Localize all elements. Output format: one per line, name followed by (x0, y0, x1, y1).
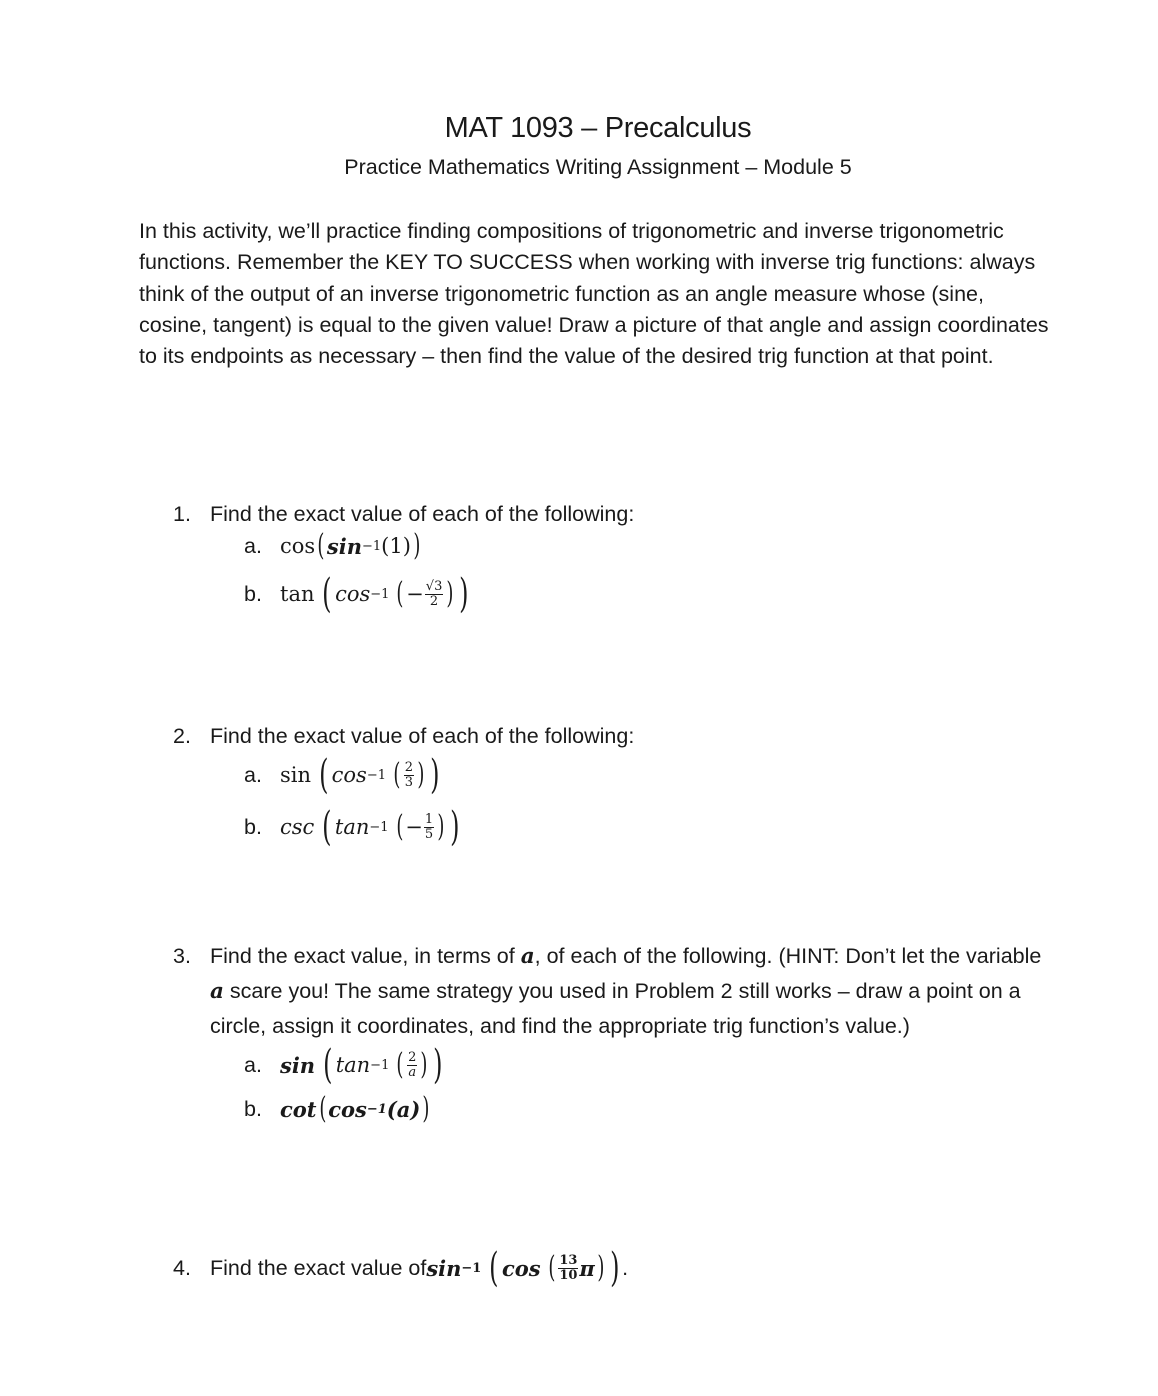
sign: − (405, 815, 423, 839)
intro-paragraph: In this activity, we’ll practice finding compositions of trigonometric and inverse trigonometric functions. Remember the KEY TO SUCCESS when working with inverse trig functions: always think of the output of an inverse trigonometric function as an angle measure whose (sine, cosine, tangent) is equal to the given value! Draw a picture of that angle and assign coordinates to its endpoints as necessary – then find the value of the desired trig function at that point. (139, 219, 1049, 369)
fraction (404, 761, 414, 789)
question-3b (244, 1084, 432, 1134)
numerator: 2 (408, 1049, 417, 1065)
denominator: 10 (559, 1267, 578, 1283)
math-expression: tan ( cos −1 ( − $\frac{√3}{2}$ ) ) (280, 571, 469, 617)
question-text: Find the exact value of (210, 1255, 427, 1280)
denominator: 3 (404, 774, 413, 790)
argument: (1) (381, 534, 411, 558)
question-4 (173, 1243, 628, 1293)
question-number: 1. (173, 502, 191, 526)
question-2a (244, 750, 442, 800)
numerator: 1 (424, 811, 434, 827)
numerator: √3 (425, 578, 443, 594)
inverse-exponent: −1 (366, 767, 386, 783)
math-expression: cot ( cos −1 (a) ) (280, 1091, 430, 1126)
math-expression: sin −1 ( cos ( $\frac{13}{10}$ π ) ) (426, 1245, 619, 1291)
fraction (425, 580, 444, 608)
outer-function: tan (280, 582, 315, 606)
question-text-part: , of each of the following. (HINT: Don’t let the variable (534, 944, 1042, 968)
variable-a: a (520, 944, 535, 969)
question-text: Find the exact value of each of the following: (210, 502, 635, 526)
inner-function: cos (331, 763, 367, 787)
inner-function: tan (334, 815, 370, 839)
outer-function: csc (280, 815, 315, 839)
variable-a: a (210, 979, 224, 1004)
inner-function: sin (326, 533, 362, 559)
numerator: 2 (404, 759, 413, 775)
fraction (407, 1051, 417, 1079)
question-1a (244, 521, 423, 571)
inner-function: cos (335, 582, 371, 606)
question-number: 4. (173, 1255, 191, 1280)
math-expression: cos ( sin −1 (1) ) (280, 528, 421, 563)
outer-function: sin (426, 1255, 462, 1281)
outer-function: cos (280, 534, 316, 558)
inner-function: cos (501, 1255, 541, 1281)
inner-function: tan (335, 1053, 371, 1077)
inverse-exponent: −1 (370, 586, 390, 602)
inverse-exponent: −1 (369, 819, 389, 835)
question-text-part: scare you! The same strategy you used in Problem 2 still works – draw a point on a circle, assign it coordinates, and find the appropriate trig function’s value.) (210, 979, 1021, 1038)
question-text: Find the exact value of each of the following: (210, 724, 635, 748)
inverse-exponent: −1 (461, 1260, 482, 1276)
question-text-part: Find the exact value, in terms of (210, 944, 521, 968)
math-expression: csc ( tan −1 ( − $\frac{1}{5}$ ) ) (280, 804, 460, 850)
period: . (622, 1255, 629, 1280)
math-expression: sin ( cos −1 ( $\frac{2}{3}$ ) ) (280, 752, 440, 798)
part-letter: a. (244, 762, 262, 787)
part-letter: a. (244, 533, 262, 558)
inverse-exponent: −1 (361, 538, 382, 554)
math-expression: sin ( tan −1 ( $\frac{2}{a}$ ) ) (280, 1042, 443, 1088)
question-number: 3. (173, 944, 191, 968)
page-title: MAT 1093 – Precalculus (444, 112, 752, 144)
outer-function: cot (280, 1096, 317, 1122)
denominator: 2 (429, 593, 439, 609)
outer-function: sin (280, 763, 312, 787)
part-letter: b. (244, 1096, 262, 1121)
part-letter: b. (244, 814, 262, 839)
numerator: 13 (559, 1252, 578, 1268)
fraction (558, 1254, 578, 1282)
outer-function: sin (280, 1052, 316, 1078)
question-text (210, 939, 1060, 1043)
part-letter: a. (244, 1052, 262, 1077)
question-3a (244, 1040, 446, 1090)
question-2b (244, 802, 463, 852)
denominator: 5 (424, 826, 434, 842)
question-1b (244, 569, 472, 619)
inner-function: cos (328, 1096, 367, 1122)
page-subtitle: Practice Mathematics Writing Assignment – Module 5 (344, 155, 852, 179)
inverse-exponent: −1 (366, 1101, 387, 1117)
argument: (a) (386, 1096, 421, 1122)
fraction (424, 813, 434, 841)
sign: − (406, 582, 424, 606)
pi-symbol: π (579, 1255, 595, 1281)
denominator: a (408, 1064, 417, 1080)
part-letter: b. (244, 581, 262, 606)
question-number: 2. (173, 724, 191, 748)
inverse-exponent: −1 (370, 1057, 390, 1073)
